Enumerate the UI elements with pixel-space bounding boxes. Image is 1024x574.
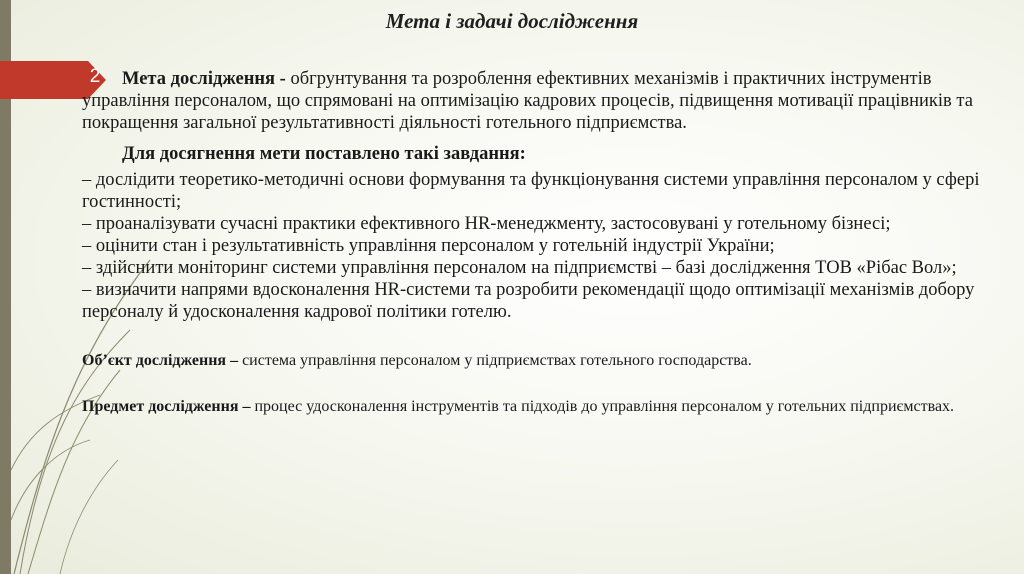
subject-text: процес удосконалення інструментів та підходів до управління персоналом у готельних підприємствах.: [250, 398, 955, 415]
task-list: [82, 169, 1012, 323]
task-item: – проаналізувати сучасні практики ефективного HR-менеджменту, застосовувані у готельному бізнесі;: [82, 214, 891, 234]
goal-paragraph: [82, 68, 1012, 134]
goal-term: Мета дослідження -: [122, 69, 286, 89]
slide-title: Мета і задачі дослідження: [385, 9, 639, 33]
object-text: система управління персоналом у підприємствах готельного господарства.: [238, 352, 752, 369]
subject-term: Предмет дослідження –: [82, 398, 251, 415]
slide-content: [82, 68, 1012, 417]
goal-text: обгрунтування та розроблення ефективних механізмів і практичних інструментів управління персоналом, що спрямовані на оптимізацію кадрових процесів, підвищення мотивації працівників та покращення загальної результативності діяльності готельного підприємства.: [82, 69, 973, 133]
subject-paragraph: [82, 397, 1012, 417]
object-term: Об’єкт дослідження –: [82, 352, 239, 369]
task-item: – дослідити теоретико-методичні основи формування та функціонування системи управління персоналом у сфері гостинності;: [82, 170, 980, 212]
task-item: – визначити напрями вдосконалення HR-системи та розробити рекомендації щодо оптимізації механізмів добору персоналу й удосконалення кадрової політики готелю.: [82, 280, 975, 322]
tasks-heading: Для досягнення мети поставлено такі завдання:: [122, 144, 526, 164]
slide-number: 2: [89, 66, 101, 87]
object-paragraph: [82, 351, 1012, 371]
task-item: – здійснити моніторинг системи управління персоналом на підприємстві – базі дослідження ТОВ «Рібас Вол»;: [82, 258, 957, 278]
task-item: – оцінити стан і результативність управління персоналом у готельній індустрії України;: [82, 236, 775, 256]
